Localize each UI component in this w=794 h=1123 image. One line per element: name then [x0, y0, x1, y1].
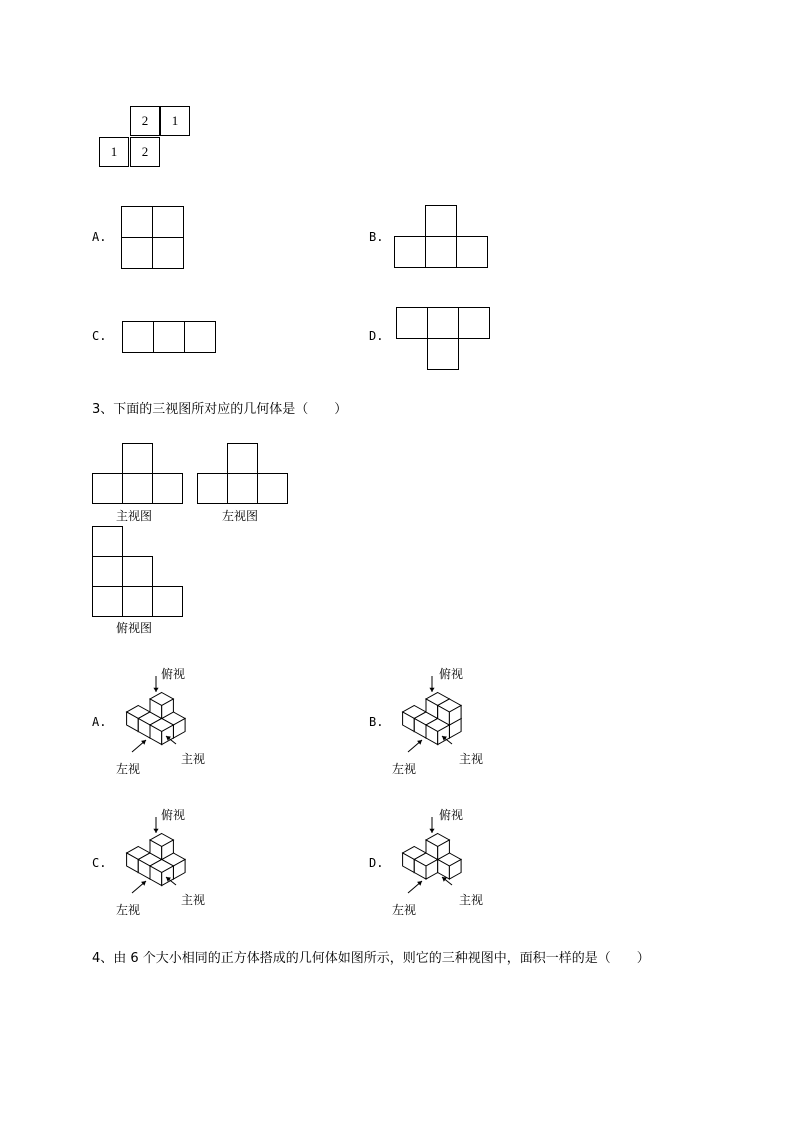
front-direction-label: 主视 [181, 893, 206, 907]
left-direction-label: 左视 [116, 762, 141, 776]
option-d-label[interactable]: D. [369, 329, 384, 343]
q3-option-a-label[interactable]: A. [92, 715, 107, 729]
left-view-figure [195, 441, 291, 506]
question-4-text: 4、由 6 个大小相同的正方体搭成的几何体如图所示，则它的三种视图中，面积一样的是（ ） [92, 951, 650, 966]
arrow-head [153, 688, 158, 692]
option-b-figure [392, 203, 492, 273]
top-direction-label: 俯视 [439, 808, 464, 822]
option-a-label[interactable]: A. [92, 230, 107, 244]
option-c-label[interactable]: C. [92, 329, 107, 343]
left-view-caption: 左视图 [222, 509, 259, 523]
net-cell: 2 [130, 106, 160, 136]
option-c-figure [120, 319, 220, 356]
top-view-figure [90, 524, 186, 618]
front-view-caption: 主视图 [116, 509, 153, 523]
option-b-label[interactable]: B. [369, 230, 384, 244]
left-direction-label: 左视 [392, 762, 417, 776]
q3-option-b-label[interactable]: B. [369, 715, 384, 729]
arrow-head [429, 688, 434, 692]
front-direction-label: 主视 [181, 752, 206, 766]
arrow-head [429, 829, 434, 833]
net-cell: 2 [130, 137, 160, 167]
question-3-text: 3、下面的三视图所对应的几何体是（ ） [92, 402, 348, 417]
option-a-figure [118, 203, 188, 273]
q3-option-c-label[interactable]: C. [92, 856, 107, 870]
top-direction-label: 俯视 [439, 667, 464, 681]
front-view-figure [90, 441, 186, 506]
net-cell: 1 [160, 106, 190, 136]
q3-option-d-label[interactable]: D. [369, 856, 384, 870]
front-direction-label: 主视 [459, 752, 484, 766]
left-direction-label: 左视 [116, 903, 141, 917]
net-cell: 1 [99, 137, 129, 167]
front-direction-label: 主视 [459, 893, 484, 907]
top-view-caption: 俯视图 [116, 621, 153, 635]
arrow-head [153, 829, 158, 833]
top-direction-label: 俯视 [161, 667, 186, 681]
top-direction-label: 俯视 [161, 808, 186, 822]
option-d-figure [394, 305, 494, 373]
left-direction-label: 左视 [392, 903, 417, 917]
